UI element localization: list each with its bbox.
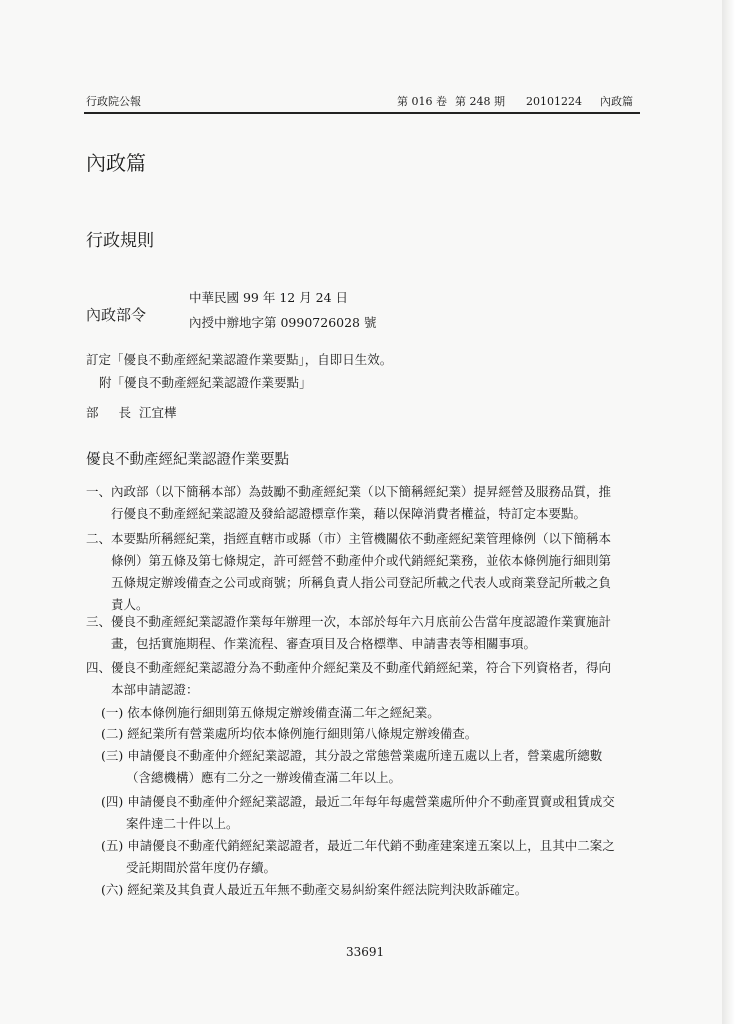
header-section: 內政篇 (600, 95, 633, 108)
decree-attachment: 附「優良不動產經紀業認證作業要點」 (99, 375, 312, 390)
article-2-line-2: 條例）第五條及第七條規定，許可經營不動產仲介或代銷經紀業務，並依本條例施行細則第 (111, 553, 612, 568)
signature (86, 405, 177, 421)
article-2-line-3: 五條規定辦竣備查之公司或商號；所稱負責人指公司登記所載之代表人或商業登記所載之負 (111, 575, 612, 590)
item-6-line-1: (六) 經紀業及其負責人最近五年無不動產交易糾紛案件經法院判決敗訴確定。 (101, 882, 528, 897)
item-2-line-1: (二) 經紀業所有營業處所均依本條例施行細則第八條規定辦竣備查。 (101, 726, 478, 741)
item-5-line-1: (五) 申請優良不動產代銷經紀業認證者，最近二年代銷不動產建案達五案以上，且其中二案之 (101, 838, 615, 853)
article-1-line-2: 行優良不動產經紀業認證及發給認證標章作業，藉以保障消費者權益，特訂定本要點。 (111, 506, 587, 521)
article-4-line-2: 本部申請認證： (111, 682, 199, 697)
header-volume: 第 016 卷 (397, 95, 447, 108)
signature-name: 江宜樺 (139, 405, 177, 420)
page-edge (722, 0, 744, 1024)
regulation-heading: 優良不動產經紀業認證作業要點 (86, 452, 289, 468)
article-4-line-1: 四、優良不動產經紀業認證分為不動產仲介經紀業及不動產代銷經紀業，符合下列資格者，得向 (86, 660, 612, 675)
item-4-line-1: (四) 申請優良不動產仲介經紀業認證，最近二年每年每處營業處所仲介不動產買賣或租賃成交 (101, 794, 615, 809)
header-issue: 第 248 期 (455, 95, 505, 108)
order-date: 中華民國 99 年 12 月 24 日 (189, 290, 349, 305)
header-gazette-name: 行政院公報 (86, 95, 141, 108)
signature-role-b: 長 (118, 405, 132, 420)
item-1-line-1: (一) 依本條例施行細則第五條規定辦竣備查滿二年之經紀業。 (101, 705, 440, 720)
header-rule (84, 112, 640, 114)
section-subtitle: 行政規則 (86, 231, 154, 251)
page-title: 內政篇 (86, 151, 146, 175)
issuer: 內政部令 (86, 306, 147, 324)
page-number: 33691 (346, 945, 385, 959)
article-3-line-2: 畫，包括實施期程、作業流程、審查項目及合格標準、申請書表等相關事項。 (111, 636, 537, 651)
item-4-line-2: 案件達二十件以上。 (126, 816, 239, 831)
article-2-line-1: 二、本要點所稱經紀業，指經直轄市或縣（市）主管機關依不動產經紀業管理條例（以下簡稱本 (86, 531, 612, 546)
header-date: 20101224 (526, 95, 582, 108)
decree-line: 訂定「優良不動產經紀業認證作業要點」，自即日生效。 (86, 352, 393, 367)
article-1-line-1: 一、內政部（以下簡稱本部）為鼓勵不動產經紀業（以下簡稱經紀業）提昇經營及服務品質，推 (86, 484, 612, 499)
article-2-line-4: 責人。 (111, 597, 149, 612)
article-3-line-1: 三、優良不動產經紀業認證作業每年辦理一次，本部於每年六月底前公告當年度認證作業實施計 (86, 614, 612, 629)
signature-role-a: 部 (86, 405, 99, 420)
item-3-line-1: (三) 申請優良不動產仲介經紀業認證，其分設之常態營業處所達五處以上者，營業處所總數 (101, 748, 603, 763)
item-3-line-2: （含總機構）應有二分之一辦竣備查滿二年以上。 (126, 770, 402, 785)
item-5-line-2: 受託期間於當年度仍存續。 (126, 860, 277, 875)
order-number: 內授中辦地字第 0990726028 號 (189, 315, 377, 330)
